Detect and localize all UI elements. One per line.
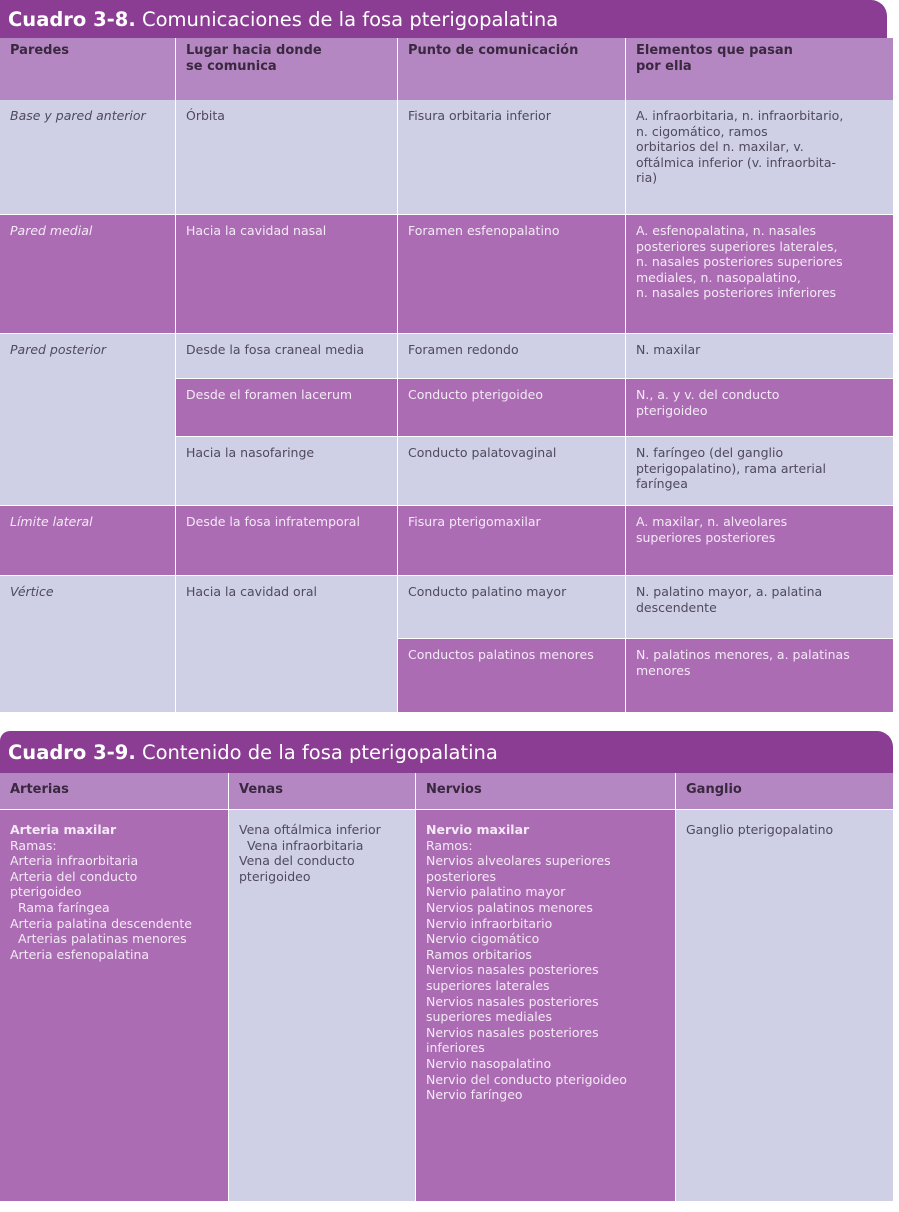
cell-lugar: Hacia la cavidad oral [176, 576, 397, 712]
header-punto: Punto de comunicación [398, 38, 625, 100]
header-elementos: Elementos que pasan por ella [626, 38, 893, 100]
nervios-line: Nervios nasales posteriores [426, 1024, 599, 1040]
cell-pared: Pared medial [0, 215, 175, 333]
cell-punto: Conducto palatino mayor [398, 576, 625, 638]
column-ganglio [676, 810, 893, 1201]
venas-line: Vena oftálmica inferior [239, 822, 381, 837]
arterias-line: Arteria esfenopalatina [10, 946, 150, 962]
nervios-line: superiores laterales [426, 977, 550, 993]
nervios-line: Ramos: [426, 837, 473, 853]
cell-pared: Límite lateral [0, 506, 175, 575]
nervios-line: Nervios nasales posteriores [426, 993, 599, 1009]
nervios-line: Nervio palatino mayor [426, 884, 566, 900]
table-title-text: Contenido de la fosa pterigopalatina [135, 740, 498, 764]
arterias-line: Arteria del conducto [10, 868, 138, 884]
header-row [0, 38, 887, 100]
cell-punto: Conductos palatinos menores [398, 639, 625, 712]
arterias-line: pterigoideo [10, 884, 82, 900]
cell-punto: Conducto pterigoideo [398, 379, 625, 436]
column-arterias [0, 810, 228, 1201]
nervios-line: Nervio del conducto pterigoideo [426, 1071, 627, 1087]
venas-line: pterigoideo [239, 868, 311, 884]
header-nervios: Nervios [416, 773, 675, 809]
nervios-line: Ramos orbitarios [426, 946, 532, 962]
cell-elementos: N., a. y v. del conducto pterigoideo [626, 379, 893, 436]
cell-lugar: Hacia la nasofaringe [176, 437, 397, 505]
nervios-line: Nervios alveolares superiores [426, 853, 611, 869]
table-title [0, 0, 887, 38]
header-venas: Venas [229, 773, 415, 809]
nervios-line: Nervio infraorbitario [426, 915, 553, 931]
cell-punto: Conducto palatovaginal [398, 437, 625, 505]
cell-elementos: A. esfenopalatina, n. nasales posteriores superiores laterales, n. nasales posteriores superiores mediales, n. nasopalatino, n. nasales posteriores inferiores [626, 215, 893, 333]
table-contenido [0, 731, 893, 1201]
nervios-line: inferiores [426, 1040, 485, 1056]
header-row [0, 773, 893, 809]
table-title-text: Comunicaciones de la fosa pterigopalatina [135, 7, 559, 31]
arterias-line: Arteria palatina descendente [10, 915, 192, 931]
cell-lugar: Órbita [176, 100, 397, 214]
arterias-line: Arterias palatinas menores [10, 931, 187, 947]
nervios-line: Nervios nasales posteriores [426, 962, 599, 978]
nervios-line: Nervio nasopalatino [426, 1055, 552, 1071]
table-title-number: Cuadro 3-9. [8, 740, 136, 764]
header-ganglio: Ganglio [676, 773, 893, 809]
header-lugar: Lugar hacia donde se comunica [176, 38, 397, 100]
cell-elementos: N. palatino mayor, a. palatina descendente [626, 576, 893, 638]
header-paredes: Paredes [0, 38, 175, 100]
nervios-line: Nervio faríngeo [426, 1087, 523, 1103]
cell-elementos: N. faríngeo (del ganglio pterigopalatino), rama arterial faríngea [626, 437, 893, 505]
cell-punto: Fisura pterigomaxilar [398, 506, 625, 575]
cell-pared: Base y pared anterior [0, 100, 175, 214]
venas-line: Vena infraorbitaria [239, 837, 364, 853]
venas-line: Vena del conducto [239, 853, 355, 869]
cell-elementos: A. infraorbitaria, n. infraorbitario, n. cigomático, ramos orbitarios del n. maxilar, v. oftálmica inferior (v. infraorbita- ria) [626, 100, 893, 214]
column-venas [229, 810, 415, 1201]
nervios-line: posteriores [426, 868, 497, 884]
cell-punto: Foramen esfenopalatino [398, 215, 625, 333]
table-title-number: Cuadro 3-8. [8, 7, 136, 31]
cell-lugar: Desde la fosa craneal media [176, 334, 397, 378]
cell-pared: Vértice [0, 576, 175, 712]
nervios-line: Nervios palatinos menores [426, 899, 593, 915]
cell-lugar: Hacia la cavidad nasal [176, 215, 397, 333]
arterias-line: Rama faríngea [10, 899, 110, 915]
cell-elementos: N. palatinos menores, a. palatinas menores [626, 639, 893, 712]
cell-elementos: N. maxilar [626, 334, 893, 378]
nervios-main: Nervio maxilar [426, 822, 530, 837]
header-arterias: Arterias [0, 773, 228, 809]
arterias-line: Ramas: [10, 837, 57, 853]
table-title [0, 731, 893, 773]
cell-pared: Pared posterior [0, 334, 175, 505]
column-nervios [416, 810, 675, 1201]
cell-elementos: A. maxilar, n. alveolares superiores posteriores [626, 506, 893, 575]
cell-lugar: Desde el foramen lacerum [176, 379, 397, 436]
nervios-line: superiores mediales [426, 1009, 552, 1025]
cell-lugar: Desde la fosa infratemporal [176, 506, 397, 575]
ganglio-line: Ganglio pterigopalatino [686, 822, 834, 837]
nervios-line: Nervio cigomático [426, 931, 540, 947]
cell-punto: Foramen redondo [398, 334, 625, 378]
cell-punto: Fisura orbitaria inferior [398, 100, 625, 214]
arterias-line: Arteria infraorbitaria [10, 853, 139, 869]
arterias-main: Arteria maxilar [10, 822, 117, 837]
